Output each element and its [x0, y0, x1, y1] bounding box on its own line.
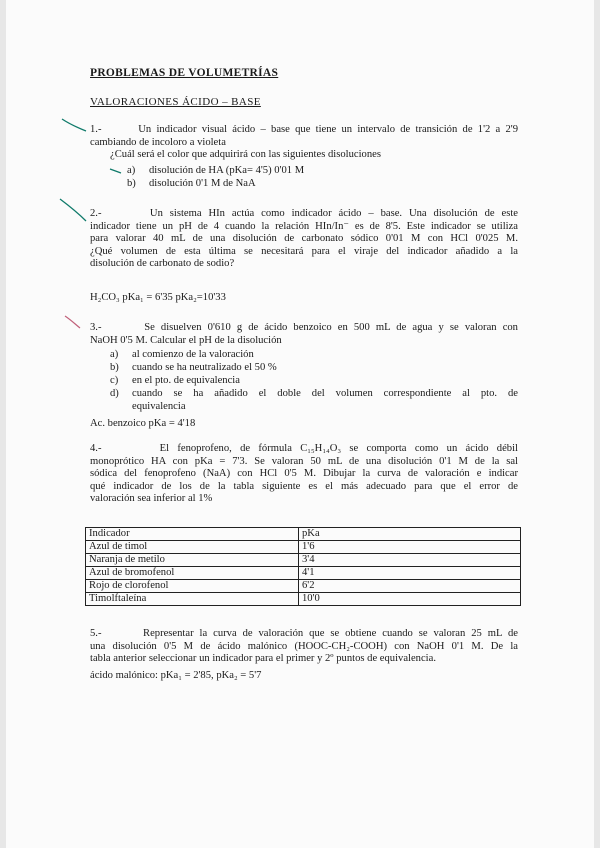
- table-row: Rojo de clorofenol 6'2: [86, 580, 521, 593]
- problem-5-data: ácido malónico: pKa₁ = 2'85, pKa₂ = 5'7: [90, 670, 262, 681]
- list-item: c) en el pto. de equivalencia: [110, 375, 240, 386]
- problem-1-options: [127, 164, 304, 190]
- problem-3-options: a) al comienzo de la valoración b) cuando se ha neutralizado el 50 % c) en el pto. de equivalencia d) cuando se ha añadido el doble del volumen correspondiente al pto. de equivalencia: [110, 349, 518, 412]
- problem-4-number: 4.-: [90, 443, 102, 454]
- table-row: Azul de timol 1'6: [86, 541, 521, 554]
- section-subtitle: VALORACIONES ÁCIDO – BASE: [90, 96, 261, 108]
- list-item: a) disolución de HA (pKa= 4'5) 0'01 M: [127, 165, 305, 176]
- problem-5-number: 5.-: [90, 628, 102, 639]
- table-header-cell: pKa: [299, 528, 521, 541]
- list-item: b) cuando se ha neutralizado el 50 %: [110, 362, 277, 373]
- problem-3-data: Ac. benzoico pKa = 4'18: [90, 418, 196, 429]
- problem-2-number: 2.-: [90, 208, 102, 219]
- table-row: Naranja de metilo 3'4: [86, 554, 521, 567]
- table-header-row: [86, 528, 521, 541]
- problem-3-number: 3.-: [90, 322, 102, 333]
- problem-5: 5.- Representar la curva de valoración que se obtiene cuando se valoran 25 mL de una disolución 0'5 M de ácido malónico (HOOC-CH₂-COOH) con NaOH 0'1 M. De la tabla anterior seleccionar un indicador para el primer y 2º puntos de equivalencia.: [90, 628, 518, 664]
- problem-1-number: 1.-: [90, 124, 102, 135]
- problem-2-data: H₂CO₃ pKa₁ = 6'35 pKa₂=10'33: [90, 292, 226, 303]
- check-mark-icon: [58, 197, 88, 223]
- indicator-table: [85, 527, 521, 606]
- problem-1-line: cambiando de incoloro a violeta: [90, 136, 226, 148]
- table-row: Timolftaleína 10'0: [86, 593, 521, 606]
- problem-1: [90, 124, 518, 162]
- table-header-cell: Indicador: [86, 528, 299, 541]
- problem-1-line: Un indicador visual ácido – base que tiene un intervalo de transición de 1'2 a 2'9: [138, 124, 518, 135]
- check-mark-icon: [109, 166, 123, 176]
- problem-2: 2.- Un sistema HIn actúa como indicador ácido – base. Una disolución de este indicador tiene un pH de 4 cuando la relación HIn/In⁻ es de 8'5. Este indicador se utiliza para valorar 40 mL de una disolución de carbonato sódico 0'01 M con HCl 0'025 M. ¿Qué volumen de esta última se necesitará para el viraje del indicador añadido a la disolución de carbonato de sodio?: [90, 208, 518, 269]
- list-item: b) disolución 0'1 M de NaA: [127, 178, 256, 189]
- list-item: d) cuando se ha añadido el doble del volumen correspondiente al pto. de: [110, 388, 518, 399]
- problem-3: 3.- Se disuelven 0'610 g de ácido benzoico en 500 mL de agua y se valoran con NaOH 0'5 M. Calcular el pH de la disolución: [90, 322, 518, 346]
- document-page: [6, 0, 594, 848]
- table-row: Azul de bromofenol 4'1: [86, 567, 521, 580]
- check-mark-icon: [63, 314, 83, 330]
- problem-4: 4.- El fenoprofeno, de fórmula C₁₅H₁₄O₃ se comporta como un ácido débil monoprótico HA con pKa = 7'3. Se valoran 50 mL de una disolución 0'1 M de la sal sódica del fenoprofeno (NaA) con HCl 0'5 M. Dibujar la curva de valoración e indicar qué indicador de los de la tabla siguiente es el más adecuado para que el error de valoración sea inferior al 1%: [90, 443, 518, 504]
- list-item: a) al comienzo de la valoración: [110, 349, 254, 360]
- document-title: PROBLEMAS DE VOLUMETRÍAS: [90, 67, 279, 79]
- problem-1-line: ¿Cuál será el color que adquirirá con las siguientes disoluciones: [110, 149, 381, 160]
- check-mark-icon: [60, 117, 88, 133]
